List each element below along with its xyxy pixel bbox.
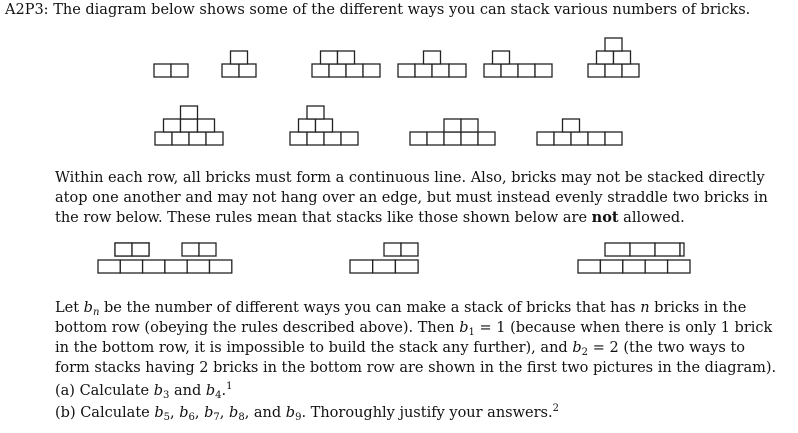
brick bbox=[588, 64, 605, 77]
brick bbox=[182, 243, 199, 256]
brick bbox=[164, 119, 181, 132]
brick bbox=[401, 243, 418, 256]
brick bbox=[384, 243, 401, 256]
brick bbox=[668, 260, 690, 273]
brick-stacks bbox=[98, 38, 690, 273]
brick bbox=[461, 119, 478, 132]
brick bbox=[605, 38, 622, 51]
brick bbox=[307, 132, 324, 145]
brick bbox=[132, 243, 149, 256]
brick bbox=[329, 64, 346, 77]
brick bbox=[341, 132, 358, 145]
brick bbox=[154, 64, 171, 77]
footnote-marker-2: 2 bbox=[552, 403, 559, 414]
brick bbox=[373, 260, 396, 273]
brick bbox=[518, 64, 535, 77]
definition-line-4: form stacks having 2 bricks in the bottom row are shown in the first two pictures in the diagram). bbox=[55, 360, 777, 376]
brick bbox=[155, 132, 172, 145]
brick bbox=[181, 106, 198, 119]
definition-line-3: in the bottom row, it is impossible to build the stack any further), and $b_2 = 2$ (the two ways to bbox=[55, 340, 746, 358]
brick bbox=[181, 119, 198, 132]
brick bbox=[622, 64, 639, 77]
brick bbox=[312, 64, 329, 77]
brick bbox=[537, 132, 554, 145]
rules-line-3: the row below. These rules mean that stacks like those shown below are not allowed. bbox=[55, 209, 685, 226]
brick bbox=[171, 64, 188, 77]
brick bbox=[198, 119, 215, 132]
brick bbox=[501, 64, 518, 77]
rules-line-1: Within each row, all bricks must form a continuous line. Also, bricks may not be stacked directly bbox=[55, 170, 765, 186]
brick bbox=[484, 64, 501, 77]
brick bbox=[115, 243, 132, 256]
brick bbox=[623, 260, 645, 273]
emphasis-not: not bbox=[591, 209, 619, 226]
brick bbox=[614, 51, 631, 64]
brick bbox=[363, 64, 380, 77]
brick bbox=[597, 51, 614, 64]
brick bbox=[299, 119, 316, 132]
brick bbox=[120, 260, 142, 273]
footnote-marker-1: 1 bbox=[226, 381, 233, 392]
brick bbox=[189, 132, 206, 145]
brick bbox=[338, 51, 355, 64]
brick bbox=[449, 64, 466, 77]
brick bbox=[410, 132, 427, 145]
definition-line-2: bottom row (obeying the rules described above). Then $b_1 = 1$ (because when there is only 1 brick bbox=[55, 320, 773, 338]
brick bbox=[493, 51, 510, 64]
brick bbox=[444, 132, 461, 145]
question-b: (b) Calculate $b_5$, $b_6$, $b_7$, $b_8$, and $b_9$. Thoroughly justify your answers.$^2$ bbox=[55, 403, 559, 423]
brick bbox=[187, 260, 209, 273]
brick bbox=[461, 132, 478, 145]
brick bbox=[605, 132, 622, 145]
brick bbox=[350, 260, 373, 273]
brick bbox=[321, 51, 338, 64]
rules-line-2: atop one another and may not hang over an edge, but must instead evenly straddle two bricks in bbox=[55, 190, 768, 206]
brick bbox=[578, 260, 600, 273]
brick bbox=[478, 132, 495, 145]
brick bbox=[424, 51, 441, 64]
problem-label: A2P3: bbox=[5, 2, 49, 18]
brick bbox=[600, 260, 622, 273]
brick bbox=[316, 119, 333, 132]
brick bbox=[432, 64, 449, 77]
brick bbox=[143, 260, 165, 273]
brick bbox=[444, 119, 461, 132]
question-a: (a) Calculate $b_3$ and $b_4.^1$ bbox=[55, 381, 233, 401]
brick bbox=[346, 64, 363, 77]
intro-text: The diagram below shows some of the different ways you can stack various numbers of bricks. bbox=[53, 2, 751, 18]
brick bbox=[554, 132, 571, 145]
definition-line-1: Let $b_n$ be the number of different ways you can make a stack of bricks that has n bricks in the bbox=[55, 300, 747, 318]
brick bbox=[98, 260, 120, 273]
brick bbox=[324, 132, 341, 145]
brick bbox=[605, 64, 622, 77]
brick bbox=[535, 64, 552, 77]
brick bbox=[655, 243, 680, 256]
brick bbox=[645, 260, 667, 273]
brick bbox=[415, 64, 432, 77]
brick bbox=[307, 106, 324, 119]
brick bbox=[630, 243, 655, 256]
brick bbox=[398, 64, 415, 77]
brick bbox=[239, 64, 256, 77]
brick bbox=[395, 260, 418, 273]
brick bbox=[231, 51, 248, 64]
brick bbox=[605, 243, 630, 256]
brick bbox=[172, 132, 189, 145]
brick bbox=[563, 119, 580, 132]
brick bbox=[206, 132, 223, 145]
brick bbox=[210, 260, 232, 273]
brick bbox=[199, 243, 216, 256]
brick bbox=[222, 64, 239, 77]
brick bbox=[680, 243, 684, 256]
brick bbox=[165, 260, 187, 273]
brick bbox=[571, 132, 588, 145]
brick bbox=[427, 132, 444, 145]
brick bbox=[588, 132, 605, 145]
brick bbox=[290, 132, 307, 145]
